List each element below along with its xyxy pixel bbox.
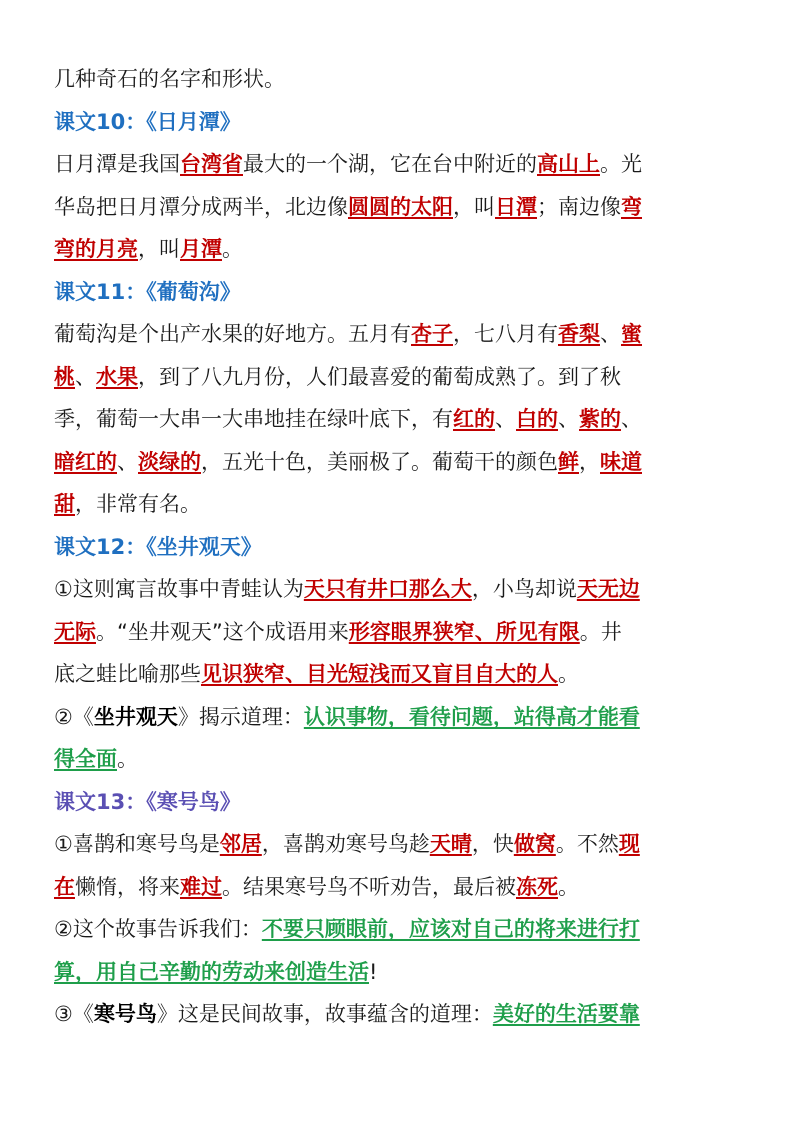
- lesson13-line-4: [54, 951, 744, 994]
- lesson10-line-2: [54, 186, 744, 229]
- lesson11-line-1: [54, 313, 744, 356]
- answer-keyword: 日潭: [495, 194, 537, 219]
- lesson13-line-5: [54, 993, 744, 1036]
- text: 、: [621, 407, 642, 431]
- answer-keyword: 淡绿的: [138, 449, 201, 474]
- text: 华岛把日月潭分成两半，北边像: [54, 194, 348, 219]
- text: ，喜鹊劝寒号鸟趁: [261, 832, 430, 856]
- text: ，非常有名。: [75, 492, 201, 516]
- text: ，五光十色，美丽极了。葡萄干的颜色: [201, 449, 558, 474]
- lesson12-line-4: [54, 696, 744, 739]
- answer-keyword: 台湾省: [180, 152, 243, 176]
- text: 、: [117, 449, 138, 474]
- answer-keyword: 香梨: [558, 322, 600, 346]
- text: 。: [558, 662, 579, 686]
- lesson13-title: 课文13：《寒号鸟》: [54, 789, 241, 814]
- text: 葡萄沟是个出产水果的好地方。五月有: [54, 322, 411, 346]
- lesson10-line-3: [54, 228, 744, 271]
- answer-keyword: 难过: [180, 874, 222, 899]
- lesson13-line-2: [54, 866, 744, 909]
- lesson12-title: 课文12：《坐井观天》: [54, 534, 262, 559]
- text: ，小鸟却说: [471, 577, 577, 601]
- text: ②《: [54, 704, 94, 729]
- moral-text: 算，用自己辛勤的劳动来创造生活: [54, 959, 369, 984]
- answer-keyword: 高山上: [537, 152, 600, 176]
- answer-keyword: 红的: [453, 407, 495, 431]
- text: ②这个故事告诉我们：: [54, 917, 262, 941]
- lesson11-line-4: [54, 441, 744, 484]
- lesson12-line-3: [54, 653, 744, 696]
- answer-keyword: 天晴: [429, 832, 472, 856]
- text: 、: [600, 322, 621, 346]
- answer-keyword: 水果: [96, 364, 138, 389]
- answer-keyword: 白的: [516, 407, 558, 431]
- answer-keyword: 甜: [54, 492, 75, 516]
- moral-text: 美好的生活要靠: [492, 1002, 640, 1026]
- text: 。光: [600, 152, 642, 176]
- text: ；南边像: [537, 194, 621, 219]
- lesson11-line-5: [54, 483, 744, 526]
- lesson11-line-2: [54, 356, 744, 399]
- answer-keyword: 做窝: [513, 832, 556, 856]
- text: 、: [495, 407, 516, 431]
- answer-keyword: 在: [54, 874, 75, 899]
- text: 。井: [579, 619, 622, 644]
- answer-keyword: 邻居: [219, 832, 262, 856]
- text: 。结果寒号鸟不听劝告，最后被: [222, 874, 516, 899]
- moral-text: 不要只顾眼前，应该对自己的将来进行打: [261, 917, 640, 941]
- text: 》揭示道理：: [177, 704, 304, 729]
- answer-keyword: 天无边: [576, 577, 640, 601]
- moral-text: 认识事物，看待问题，站得高才能看: [303, 704, 640, 729]
- answer-keyword: 弯: [621, 194, 642, 219]
- text: 。: [222, 237, 243, 261]
- answer-keyword: 桃: [54, 364, 75, 389]
- answer-keyword: 见识狭窄、目光短浅而又盲目自大的人: [201, 662, 558, 686]
- answer-keyword: 杏子: [411, 322, 453, 346]
- story-name: 坐井观天: [93, 704, 178, 729]
- text: 、: [558, 407, 579, 431]
- answer-keyword: 暗红的: [54, 449, 117, 474]
- lesson12-line-5: [54, 738, 744, 781]
- lesson11-title: 课文11：《葡萄沟》: [54, 279, 241, 304]
- text: 底之蛙比喻那些: [54, 662, 201, 686]
- document-page: [54, 58, 744, 1036]
- text: ①这则寓言故事中青蛙认为: [54, 577, 304, 601]
- answer-keyword: 蜜: [621, 322, 642, 346]
- lesson11-line-3: [54, 398, 744, 441]
- text: 季，葡萄一大串一大串地挂在绿叶底下，有: [54, 407, 453, 431]
- answer-keyword: 味道: [600, 449, 642, 474]
- lesson13-line-3: [54, 908, 744, 951]
- text: 》这是民间故事，故事蕴含的道理：: [156, 1002, 493, 1026]
- text: 。: [558, 874, 579, 899]
- answer-keyword: 现: [618, 832, 640, 856]
- lesson10-line-1: [54, 143, 744, 186]
- answer-keyword: 天只有井口那么大: [303, 577, 472, 601]
- text: ①喜鹊和寒号鸟是: [54, 832, 220, 856]
- text: ，叫: [138, 237, 180, 261]
- answer-keyword: 鲜: [558, 449, 579, 474]
- answer-keyword: 紫的: [579, 407, 621, 431]
- answer-keyword: 冻死: [516, 874, 558, 899]
- text: ，到了八九月份，人们最喜爱的葡萄成熟了。到了秋: [138, 364, 621, 389]
- text: 、: [75, 364, 96, 389]
- text: ，: [579, 449, 600, 474]
- text: 懒惰，将来: [75, 874, 180, 899]
- lesson12-line-1: [54, 568, 744, 611]
- text: 。不然: [555, 832, 619, 856]
- story-name: 寒号鸟: [93, 1002, 157, 1026]
- text: ③《: [54, 1002, 94, 1026]
- text: ，七八月有: [453, 322, 558, 346]
- intro-text: 几种奇石的名字和形状。: [54, 67, 285, 91]
- text: !: [369, 959, 378, 984]
- answer-keyword: 无际: [54, 619, 96, 644]
- answer-keyword: 形容眼界狭窄、所见有限: [348, 619, 580, 644]
- moral-text: 得全面: [54, 747, 117, 771]
- lesson12-line-2: [54, 611, 744, 654]
- text: 最大的一个湖，它在台中附近的: [243, 152, 537, 176]
- answer-keyword: 圆圆的太阳: [348, 194, 453, 219]
- intro-line: [54, 58, 744, 101]
- text: 。: [117, 747, 138, 771]
- lesson10-title: 课文10：《日月潭》: [54, 109, 241, 134]
- text: 日月潭是我国: [54, 152, 180, 176]
- text: ，快: [471, 832, 514, 856]
- lesson13-line-1: [54, 823, 744, 866]
- answer-keyword: 月潭: [180, 237, 222, 261]
- text: 。“坐井观天”这个成语用来: [96, 619, 349, 644]
- text: ，叫: [453, 194, 495, 219]
- answer-keyword: 弯的月亮: [54, 237, 138, 261]
